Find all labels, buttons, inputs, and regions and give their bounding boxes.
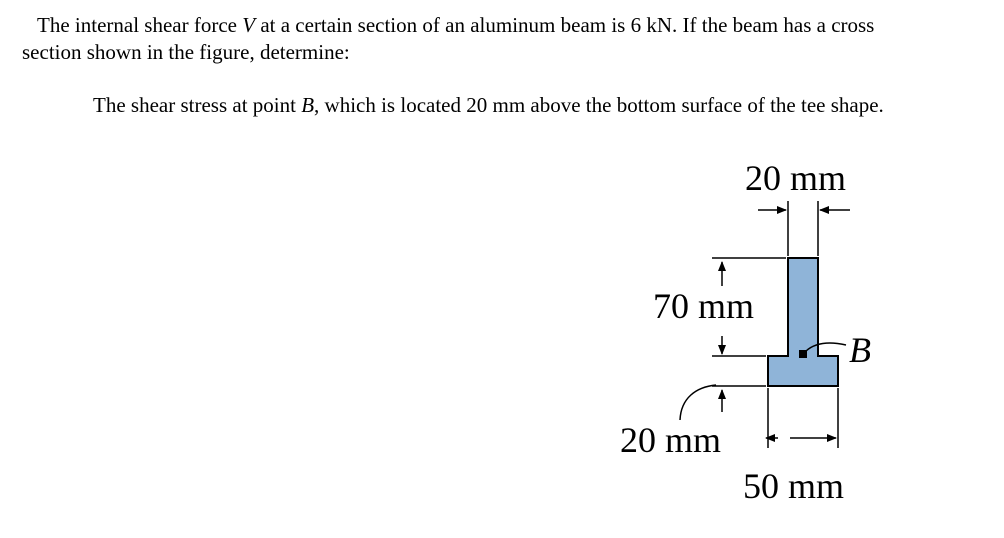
flange-thickness-dimension — [680, 356, 766, 420]
problem-text: at a certain section of an aluminum beam is 6 kN. If the beam has a cross — [255, 13, 875, 37]
flange-width-dimension — [766, 388, 838, 448]
question-text-part: The shear stress at point — [93, 93, 302, 117]
point-b-marker — [799, 350, 807, 358]
stem-width-dimension — [758, 201, 850, 256]
tee-section-shape — [768, 258, 838, 386]
flange-thickness-label: 20 mm — [620, 420, 722, 460]
height-label: 70 mm — [653, 286, 755, 326]
question-text-part: , which is located 20 mm above the bottom surface of the tee shape. — [314, 93, 884, 117]
problem-text: The internal shear force — [37, 13, 243, 37]
problem-statement-line-2: section shown in the figure, determine: — [22, 40, 350, 64]
stem-width-label: 20 mm — [745, 158, 847, 198]
point-b-label: B — [849, 330, 871, 370]
shear-force-variable: V — [242, 13, 256, 37]
flange-width-label: 50 mm — [743, 466, 845, 506]
point-variable: B — [301, 93, 315, 117]
